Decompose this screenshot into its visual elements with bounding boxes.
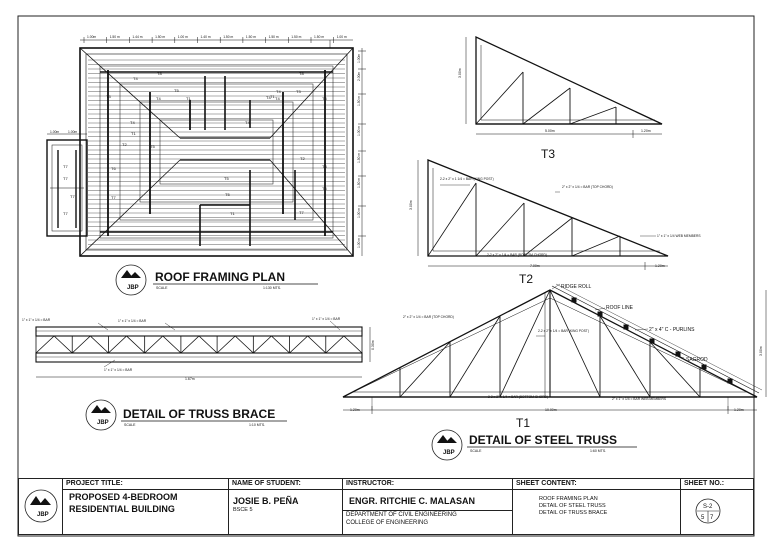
plan-right-dim-label: 1.00 m <box>357 207 361 218</box>
svg-text:JBP: JBP <box>37 512 49 518</box>
roof-plan-title: ROOF FRAMING PLAN <box>155 270 285 284</box>
plan-truss-tag: T8 <box>322 164 327 169</box>
svg-text:SAGROD: SAGROD <box>686 357 708 363</box>
instructor-cell <box>343 479 513 534</box>
svg-text:1" x 1" x 1/4 WEB MEMBERS: 1" x 1" x 1/4 WEB MEMBERS <box>657 234 701 238</box>
plan-top-dimensions <box>84 35 347 43</box>
svg-text:1:130 MTS.: 1:130 MTS. <box>263 286 282 290</box>
plan-truss-tag: T1 <box>186 96 191 101</box>
instructor-name: ENGR. RITCHIE C. MALASAN <box>349 496 475 506</box>
svg-text:10.00m: 10.00m <box>545 408 557 412</box>
svg-text:ROOF LINE: ROOF LINE <box>606 305 633 311</box>
truss-brace <box>36 321 370 377</box>
svg-text:3.00m: 3.00m <box>458 68 462 78</box>
sheet-content-3: DETAIL OF TRUSS BRACE <box>539 510 608 516</box>
plan-right-dim-label: 1.00 m <box>357 125 361 136</box>
svg-text:JBP: JBP <box>443 450 455 456</box>
plan-top-dim-label: 1.50 m <box>268 35 279 39</box>
sheet-no-cell <box>681 479 753 534</box>
instructor-header: INSTRUCTOR: <box>346 480 395 487</box>
plan-truss-tag: T7 <box>63 211 68 216</box>
plan-truss-tag: T7 <box>63 176 68 181</box>
plan-right-dim-label: 1.50 m <box>357 177 361 188</box>
plan-eave-outline <box>80 48 353 256</box>
svg-text:2-2 x 2" x 1/4 = BAR (BOTTOM C: 2-2 x 2" x 1/4 = BAR (BOTTOM CHORD) <box>487 253 548 257</box>
student-course: BSCE 5 <box>233 507 253 513</box>
steel-title-group <box>432 430 637 460</box>
plan-truss-tag: T4 <box>156 96 161 101</box>
truss-t3 <box>466 37 662 138</box>
plan-right-dim-label: 1.00m <box>357 53 361 63</box>
sheet-content-1: ROOF FRAMING PLAN <box>539 496 598 502</box>
svg-text:1.20m: 1.20m <box>350 408 360 412</box>
plan-top-dim-label: 1.50 m <box>245 35 256 39</box>
plan-truss-tag: T7 <box>70 194 75 199</box>
svg-text:2" x 2" x 1/4 = BAR (TOP CHORD: 2" x 2" x 1/4 = BAR (TOP CHORD) <box>403 315 454 319</box>
svg-text:2-2 x 2" x 1 1/4 = BAR (KING P: 2-2 x 2" x 1 1/4 = BAR (KING POST) <box>440 177 494 181</box>
t1-label: T1 <box>516 416 531 430</box>
plan-truss-tag: T5 <box>174 88 179 93</box>
jbp-logo-steel <box>432 430 462 460</box>
plan-top-dim-label: 1.00 m <box>336 35 347 39</box>
jbp-logo-brace <box>86 400 116 430</box>
svg-text:2-2 x 2" x 1/4 = BAR (BOTTOM C: 2-2 x 2" x 1/4 = BAR (BOTTOM CHORD) <box>488 395 549 399</box>
roof-plan-title-group <box>116 265 318 295</box>
plan-truss-tag: T2 <box>300 156 305 161</box>
svg-text:5.00m: 5.00m <box>545 129 555 133</box>
jbp-logo-plan <box>116 265 146 295</box>
plan-left-dim-label: 1.00m <box>68 130 78 134</box>
svg-text:JBP: JBP <box>127 285 139 291</box>
plan-truss-tag: T4 <box>245 120 250 125</box>
sheet-no-badge <box>681 489 753 535</box>
plan-truss-tag: T5 <box>225 192 230 197</box>
plan-truss-tag: T3 <box>296 89 301 94</box>
brace-title-group <box>86 400 287 430</box>
sheet-code: S-2 <box>703 504 713 510</box>
roof-framing-plan <box>47 40 362 256</box>
svg-text:RIDGE ROLL: RIDGE ROLL <box>561 284 592 290</box>
plan-truss-tag: T7 <box>111 195 116 200</box>
svg-text:2-2 x 2" x 1/4 = BAR (KING POS: 2-2 x 2" x 1/4 = BAR (KING POST) <box>538 329 589 333</box>
plan-truss-tag: T4 <box>133 76 138 81</box>
plan-truss-tag: T5 <box>224 176 229 181</box>
plan-purlins <box>88 60 345 249</box>
student-name: JOSIE B. PEÑA <box>233 496 299 506</box>
svg-text:1.20m: 1.20m <box>734 408 744 412</box>
svg-text:1" x 1" x 1/4 = BAR: 1" x 1" x 1/4 = BAR <box>22 318 51 322</box>
plan-truss-tag: T5 <box>150 144 155 149</box>
student-cell <box>229 479 343 534</box>
plan-right-dim-label: 1.50 m <box>357 95 361 106</box>
svg-text:JBP: JBP <box>97 420 109 426</box>
plan-truss-tag: T3 <box>106 94 111 99</box>
svg-text:1.20m: 1.20m <box>655 264 665 268</box>
plan-top-dim-label: 1.50 m <box>291 35 302 39</box>
truss-t1 <box>343 284 766 414</box>
project-title-header: PROJECT TITLE: <box>66 480 123 487</box>
plan-fascia-outline <box>86 54 347 250</box>
svg-text:1.20m: 1.20m <box>641 129 651 133</box>
svg-text:1" x 1" x 1/4 = BAR: 1" x 1" x 1/4 = BAR <box>312 317 341 321</box>
plan-truss-tag: T7 <box>63 164 68 169</box>
plan-top-dim-label: 1.50 m <box>223 35 234 39</box>
t3-label: T3 <box>541 147 556 161</box>
plan-truss-tag: T4 <box>276 89 281 94</box>
department: DEPARTMENT OF CIVIL ENGINEERING <box>346 512 457 518</box>
plan-truss-tag: T7 <box>299 210 304 215</box>
plan-right-dimensions <box>357 51 366 248</box>
project-title-cell <box>63 479 229 534</box>
student-header: NAME OF STUDENT: <box>232 480 301 487</box>
sheet-number: 5 <box>701 515 705 521</box>
sheet-content-header: SHEET CONTENT: <box>516 480 577 487</box>
steel-title: DETAIL OF STEEL TRUSS <box>469 433 618 447</box>
plan-truss-tag: T8 <box>157 71 162 76</box>
svg-text:1" x 1" x 1/4 = BAR: 1" x 1" x 1/4 = BAR <box>118 319 147 323</box>
svg-text:3.00m: 3.00m <box>759 346 763 356</box>
plan-top-dim-label: 1.50 m <box>155 35 166 39</box>
plan-top-dim-label: 1.00 m <box>177 35 188 39</box>
t2-label: T2 <box>519 272 534 286</box>
plan-top-dim-label: 1.40 m <box>200 35 211 39</box>
plan-truss-tag: T4 <box>130 120 135 125</box>
plan-top-dim-label: 1.50 m <box>109 35 120 39</box>
brace-title: DETAIL OF TRUSS BRACE <box>123 407 276 421</box>
plan-truss-tag: T1 <box>230 211 235 216</box>
plan-top-dim-label: 1.44 m <box>132 35 143 39</box>
svg-text:7.00m: 7.00m <box>530 264 540 268</box>
title-block-logo-cell <box>19 479 63 534</box>
svg-text:SCALE: SCALE <box>124 423 136 427</box>
sheet-content-cell <box>513 479 681 534</box>
sheet-total: 7 <box>710 515 714 521</box>
sheet-no-header: SHEET NO.: <box>684 480 725 487</box>
plan-top-dim-label: 1.50 m <box>314 35 325 39</box>
svg-text:2" x 4" C - PURLINS: 2" x 4" C - PURLINS <box>649 327 695 333</box>
svg-text:1" x 1" x 1/4 = BAR: 1" x 1" x 1/4 = BAR <box>104 368 133 372</box>
svg-text:3.00m: 3.00m <box>409 200 413 210</box>
plan-truss-tag: T1 <box>270 94 275 99</box>
svg-text:2" x 2" x 1/4 = BAR (TOP CHORD: 2" x 2" x 1/4 = BAR (TOP CHORD) <box>562 185 613 189</box>
svg-text:1:60 MTS.: 1:60 MTS. <box>590 449 607 453</box>
plan-truss-tag: T4 <box>275 96 280 101</box>
svg-text:SCALE: SCALE <box>470 449 482 453</box>
project-title-line1: PROPOSED 4-BEDROOM <box>69 492 178 502</box>
plan-right-dim-label: 2.00m <box>357 71 361 81</box>
plan-truss-tag: T6 <box>111 166 116 171</box>
jbp-logo-titleblock <box>19 479 63 534</box>
plan-truss-tag: T8 <box>322 96 327 101</box>
plan-left-dim-label: 1.00m <box>50 130 60 134</box>
plan-left-dimensions <box>50 130 77 134</box>
plan-top-dim-label: 1.00m <box>87 35 97 39</box>
svg-text:SCALE: SCALE <box>156 286 168 290</box>
svg-text:1:10 MTS.: 1:10 MTS. <box>249 423 266 427</box>
svg-text:1.67m: 1.67m <box>185 377 195 381</box>
college: COLLEGE OF ENGINEERING <box>346 520 429 526</box>
sheet-content-2: DETAIL OF STEEL TRUSS <box>539 503 606 509</box>
plan-truss-tag: T4 <box>266 95 271 100</box>
plan-truss-tag: T8 <box>322 186 327 191</box>
plan-truss-tags <box>63 71 327 216</box>
plan-right-dim-label: 1.50 m <box>357 152 361 163</box>
plan-truss-tag: T1 <box>131 131 136 136</box>
plan-truss-tag: T8 <box>299 71 304 76</box>
svg-text:0.30m: 0.30m <box>371 340 375 350</box>
svg-text:2" x 1" x 1/4 = BAR WEB MEMBER: 2" x 1" x 1/4 = BAR WEB MEMBERS <box>612 397 667 401</box>
plan-right-dim-label: 1.00 m <box>357 237 361 248</box>
title-block <box>18 478 754 535</box>
plan-truss-tag: T2 <box>122 142 127 147</box>
project-title-line2: RESIDENTIAL BUILDING <box>69 504 175 514</box>
